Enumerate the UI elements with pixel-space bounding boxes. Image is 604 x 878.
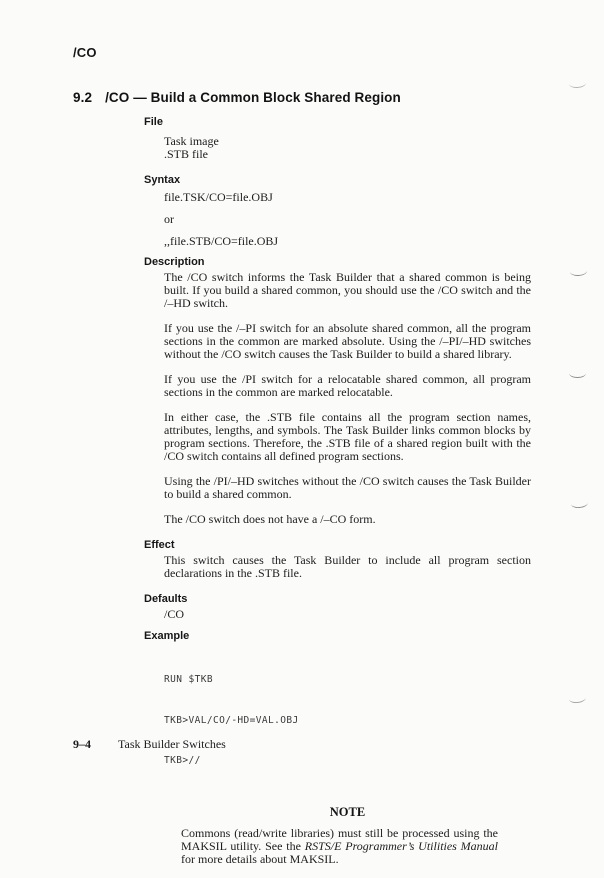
effect-label: Effect xyxy=(144,539,175,551)
note-text-before: Commons (read/write libraries) must still be processed using the MAKSIL utility. See the xyxy=(181,825,498,853)
description-paragraph: The /CO switch informs the Task Builder that a shared common is being built. If you build a shared common, you should use the /CO switch and the /–HD switch. xyxy=(164,270,531,310)
defaults-label: Defaults xyxy=(144,593,188,605)
margin-change-mark-icon xyxy=(570,270,587,277)
page-footer xyxy=(73,737,226,752)
section-number: 9.2 xyxy=(73,90,93,105)
syntax-line: ,,file.STB/CO=file.OBJ xyxy=(164,234,279,248)
section-title: /CO — Build a Common Block Shared Region xyxy=(105,90,401,105)
file-line: .STB file xyxy=(164,147,208,161)
effect-text: This switch causes the Task Builder to include all program section declarations in the .STB file. xyxy=(164,553,531,580)
description-paragraph: If you use the /PI switch for a relocatable shared common, all program sections in the common are marked relocatable. xyxy=(164,372,531,399)
description-paragraph: Using the /PI/–HD switches without the /CO switch causes the Task Builder to build a shared common. xyxy=(164,474,531,501)
description-paragraph: If you use the /–PI switch for an absolute shared common, all the program sections in the common are marked absolute. Using the /–PI/–HD switches without the /CO switch causes the Task Builder to build a shared library. xyxy=(164,321,531,361)
description-paragraph: In either case, the .STB file contains all the program section names, attributes, lengths, and symbols. The Task Builder links common blocks by program sections. Therefore, the .STB file of a shared region built with the /CO switch contains all defined program sections. xyxy=(164,410,531,463)
code-line: TKB>// xyxy=(164,755,201,766)
page-number: 9–4 xyxy=(73,737,91,751)
file-line: Task image xyxy=(164,134,219,148)
syntax-or-separator: or xyxy=(164,212,174,226)
file-lines xyxy=(144,135,536,161)
note-text-after: for more details about MAKSIL. xyxy=(181,851,339,866)
syntax-label: Syntax xyxy=(144,174,181,186)
section-heading xyxy=(73,90,401,105)
margin-change-mark-icon xyxy=(571,501,588,508)
margin-change-mark-icon xyxy=(569,696,587,704)
margin-change-mark-icon xyxy=(569,372,586,378)
running-head-switch: /CO xyxy=(73,45,97,60)
code-line: TKB>VAL/CO/-HD=VAL.OBJ xyxy=(164,714,299,726)
margin-change-mark-icon xyxy=(569,81,586,88)
code-line: RUN $TKB xyxy=(164,674,213,685)
file-label: File xyxy=(144,116,163,128)
footer-chapter-title: Task Builder Switches xyxy=(118,737,226,751)
defaults-value: /CO xyxy=(164,607,185,621)
note-text xyxy=(181,827,498,866)
description-paragraph: The /CO switch does not have a /–CO form. xyxy=(164,512,376,526)
note-heading: NOTE xyxy=(329,804,366,819)
note-italic-title: RSTS/E Programmer’s Utilities Manual xyxy=(304,838,499,853)
example-code xyxy=(144,646,536,795)
example-label: Example xyxy=(144,630,190,642)
syntax-line: file.TSK/CO=file.OBJ xyxy=(164,190,273,204)
description-label: Description xyxy=(144,256,205,268)
content-column xyxy=(144,115,536,878)
